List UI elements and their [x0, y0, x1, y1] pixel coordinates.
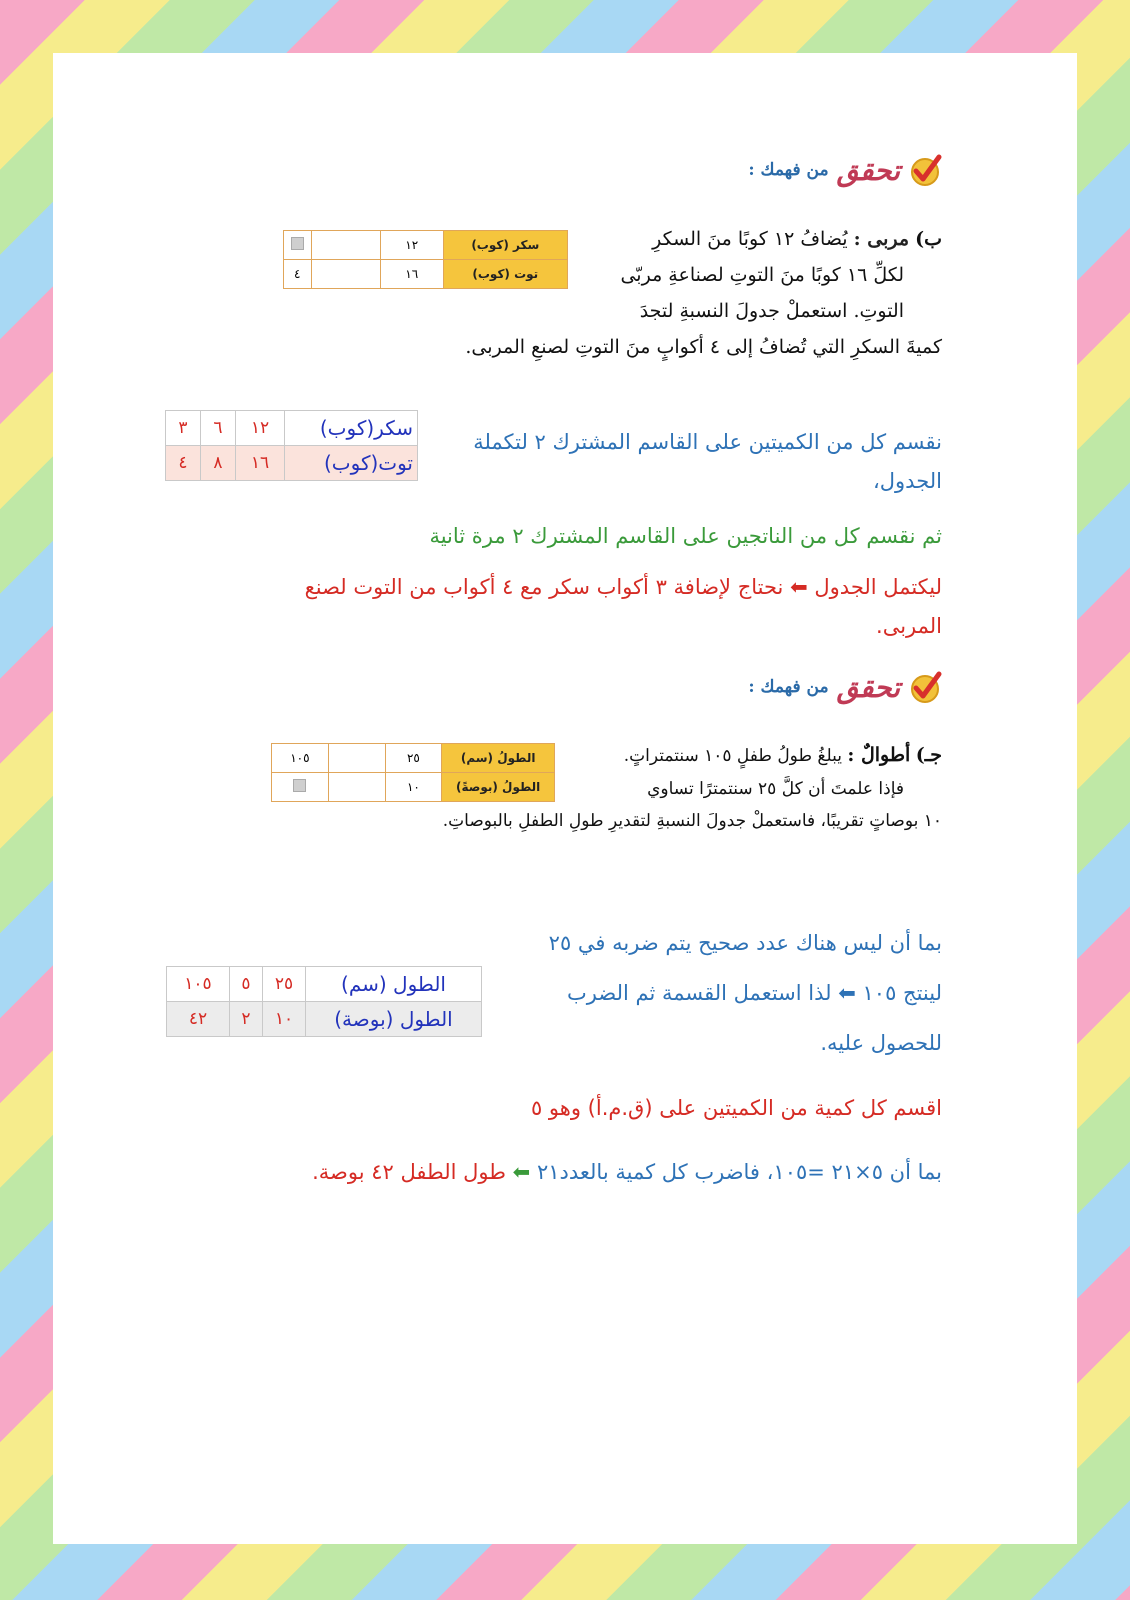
solution-b-line2: الجدول، [873, 469, 942, 493]
check-title: تحقق [836, 153, 900, 187]
table-cell: ١٦ [236, 446, 285, 481]
table-cell: ١٠ [385, 773, 442, 802]
solution-b-line4b: نحتاج لإضافة ٣ أكواب سكر مع ٤ أكواب من التوت لصنع [304, 575, 784, 599]
checkmark-icon [908, 153, 942, 187]
table-header: الطولُ (سم) [442, 744, 555, 773]
problem-b-label: ب) [915, 228, 942, 250]
table-cell: ٢٥ [385, 744, 442, 773]
solution-c-step1 [442, 918, 942, 1068]
table-header: سكر(كوب) [285, 411, 418, 446]
problem-b-text3: التوتِ. استعملْ جدولَ النسبةِ لتجدَ [639, 300, 904, 322]
table-cell: ١٠٥ [167, 967, 230, 1002]
problem-b-text4: كميةَ السكرِ التي تُضافُ إلى ٤ أكوابٍ منَ التوتِ لصنعِ المربى. [465, 336, 942, 358]
arrow-left-icon: ⬅ [790, 575, 808, 599]
problem-c-label: جـ) [915, 744, 942, 766]
table-header: الطولُ (بوصةً) [442, 773, 555, 802]
solution-b-table [165, 410, 418, 481]
blank-cell-icon [291, 237, 304, 250]
solution-b-line1: نقسم كل من الكميتين على القاسم المشترك ٢ لتكملة [473, 430, 942, 454]
table-cell: ٤ [284, 260, 312, 289]
check-subtitle: من فهمك : [748, 160, 829, 180]
table-cell: ٦ [201, 411, 236, 446]
table-cell: ١٦ [380, 260, 443, 289]
solution-c-conclusion [182, 1153, 942, 1192]
problem-c-text1: يبلغُ طولُ طفلٍ ١٠٥ سنتمتراتٍ. [623, 746, 842, 766]
solution-c-line2b: لذا استعمل القسمة ثم الضرب [567, 981, 832, 1005]
solution-c-line4: اقسم كل كمية من الكميتين على (ق.م.أ) وهو ٥ [530, 1096, 942, 1120]
solution-c-line3: للحصول عليه. [820, 1031, 942, 1055]
solution-b-line5: المربى. [876, 614, 942, 638]
check-understanding-header [748, 670, 942, 704]
solution-c-line5b: طول الطفل ٤٢ بوصة. [312, 1160, 506, 1184]
solution-b-line3: ثم نقسم كل من الناتجين على القاسم المشترك ٢ مرة ثانية [429, 524, 942, 548]
check-title: تحقق [836, 670, 900, 704]
table-header: سكر (كوب) [443, 231, 567, 260]
table-cell: ١٢ [236, 411, 285, 446]
table-cell: ٤ [166, 446, 201, 481]
check-subtitle: من فهمك : [748, 677, 829, 697]
check-understanding-header [748, 153, 942, 187]
solution-b-line4a: ليكتمل الجدول [814, 575, 942, 599]
solution-c-line1: بما أن ليس هناك عدد صحيح يتم ضربه في ٢٥ [548, 931, 942, 955]
problem-b-text1: يُضافُ ١٢ كوبًا منَ السكرِ [652, 228, 848, 250]
problem-b-table [283, 230, 568, 289]
table-cell: ٨ [201, 446, 236, 481]
arrow-left-icon: ⬅ [838, 981, 856, 1005]
solution-b-step1 [442, 423, 942, 501]
problem-b-keyword: مربى : [853, 228, 910, 250]
solution-c-line2a: لينتج ١٠٥ [862, 981, 942, 1005]
table-cell: ١٢ [380, 231, 443, 260]
problem-c-text3: ١٠ بوصاتٍ تقريبًا، فاستعملْ جدولَ النسبةِ لتقديرِ طولِ الطفلِ بالبوصاتِ. [442, 811, 942, 831]
table-header: الطول (بوصة) [306, 1002, 482, 1037]
table-cell: ٢٥ [263, 967, 306, 1002]
table-cell: ٥ [230, 967, 263, 1002]
table-header: توت (كوب) [443, 260, 567, 289]
checkmark-icon [908, 670, 942, 704]
problem-c-table [271, 743, 555, 802]
table-cell: ١٠٥ [272, 744, 329, 773]
solution-c-table [166, 966, 482, 1037]
table-cell: ٢ [230, 1002, 263, 1037]
problem-c-text2: فإذا علمتَ أن كلَّ ٢٥ سنتمترًا تساوي [647, 779, 904, 799]
table-cell: ٣ [166, 411, 201, 446]
blank-cell-icon [293, 779, 306, 792]
solution-c-line5a: بما أن ٥×٢١ =١٠٥، فاضرب كل كمية بالعدد٢١ [536, 1160, 942, 1184]
problem-b-text2: لكلِّ ١٦ كوبًا منَ التوتِ لصناعةِ مربّى [620, 264, 904, 286]
table-cell: ١٠ [263, 1002, 306, 1037]
solution-b-conclusion [182, 568, 942, 646]
arrow-left-icon: ⬅ [512, 1160, 531, 1184]
table-header: الطول (سم) [306, 967, 482, 1002]
problem-c [522, 739, 942, 806]
table-cell: ٤٢ [167, 1002, 230, 1037]
page [53, 53, 1077, 1544]
problem-c-keyword: أطوالٌ : [847, 744, 911, 766]
table-header: توت(كوب) [285, 446, 418, 481]
